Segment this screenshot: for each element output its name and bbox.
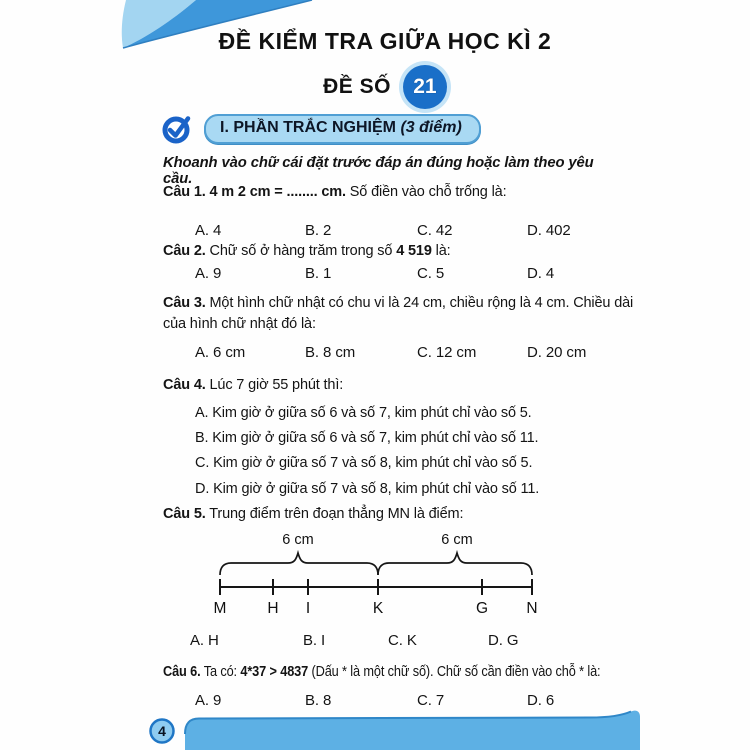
section-header bbox=[204, 114, 481, 144]
option-line: D. Kim giờ ở giữa số 7 và số 8, kim phút chỉ vào số 11. bbox=[195, 480, 540, 497]
question-5-text: Câu 5. Trung điểm trên đoạn thẳng MN là điểm: bbox=[163, 506, 464, 522]
option-cell: B. 8 cm bbox=[305, 344, 356, 361]
footer-bar bbox=[140, 704, 660, 750]
option-cell: C. 5 bbox=[417, 265, 445, 282]
option-cell: A. 9 bbox=[195, 692, 222, 709]
option-cell: B. I bbox=[303, 632, 326, 649]
brace-left bbox=[220, 553, 378, 575]
instruction-text: Khoanh vào chữ cái đặt trước đáp án đúng hoặc làm theo yêu cầu. bbox=[163, 155, 594, 187]
option-cell: B. 2 bbox=[305, 222, 332, 239]
point-label-g: G bbox=[475, 600, 489, 617]
point-labels bbox=[214, 600, 538, 617]
option-cell: C. 42 bbox=[417, 222, 453, 239]
option-cell: C. K bbox=[388, 632, 417, 649]
brace-right bbox=[378, 553, 532, 575]
question-1-options bbox=[195, 222, 735, 239]
question-4-text: Câu 4. Lúc 7 giờ 55 phút thì: bbox=[163, 377, 344, 393]
brace-label-right: 6 cm bbox=[441, 532, 473, 548]
option-line: A. Kim giờ ở giữa số 6 và số 7, kim phút chỉ vào số 5. bbox=[195, 405, 532, 421]
option-cell: D. 4 bbox=[527, 265, 555, 282]
point-label-i: I bbox=[305, 600, 311, 617]
exam-number-badge: 21 bbox=[403, 65, 447, 109]
option-cell: C. 12 cm bbox=[417, 344, 477, 361]
question-4-options bbox=[195, 401, 665, 502]
question-6-text: Câu 6. Ta có: 4*37 > 4837 (Dấu * là một chữ số). Chữ số cần điền vào chỗ * là: bbox=[163, 664, 601, 680]
option-cell: C. 7 bbox=[417, 692, 445, 709]
section-title: I. PHẦN TRẮC NGHIỆM bbox=[220, 119, 396, 136]
brace-label-left: 6 cm bbox=[282, 532, 314, 548]
question-2-text: Câu 2. Chữ số ở hàng trăm trong số 4 519 là: bbox=[163, 243, 451, 259]
page-number: 4 bbox=[158, 723, 166, 739]
section-header-row bbox=[161, 112, 481, 146]
option-cell: A. 4 bbox=[195, 222, 222, 239]
point-label-k: K bbox=[372, 600, 384, 617]
point-label-h: H bbox=[267, 600, 279, 617]
check-icon bbox=[161, 112, 195, 146]
option-line: B. Kim giờ ở giữa số 6 và số 7, kim phút chỉ vào số 11. bbox=[195, 430, 539, 447]
question-3-text: Câu 3. Một hình chữ nhật có chu vi là 24 cm, chiều rộng là 4 cm. Chiều dài của hình chữ nhật đó là: bbox=[163, 295, 634, 332]
exam-number-row bbox=[150, 63, 620, 111]
segment-diagram bbox=[185, 527, 625, 623]
point-label-m: M bbox=[213, 600, 227, 617]
option-cell: D. G bbox=[488, 632, 519, 649]
question-5-options bbox=[190, 632, 730, 649]
option-cell: D. 20 cm bbox=[527, 344, 587, 361]
option-cell: A. H bbox=[190, 632, 219, 649]
option-cell: D. 402 bbox=[527, 222, 571, 239]
exam-number-label: ĐỀ SỐ bbox=[323, 75, 391, 98]
option-cell: D. 6 bbox=[527, 692, 555, 709]
question-2-options bbox=[195, 265, 735, 282]
point-label-n: N bbox=[526, 600, 538, 617]
question-1-text: Câu 1. 4 m 2 cm = ........ cm. Số điền vào chỗ trống là: bbox=[163, 184, 507, 200]
page-title: ĐỀ KIỂM TRA GIỮA HỌC KÌ 2 bbox=[218, 28, 552, 54]
section-points: (3 điểm) bbox=[400, 119, 462, 136]
option-line: C. Kim giờ ở giữa số 7 và số 8, kim phút chỉ vào số 5. bbox=[195, 455, 533, 472]
question-3-options bbox=[195, 344, 735, 361]
option-cell: B. 8 bbox=[305, 692, 332, 709]
option-cell: B. 1 bbox=[305, 265, 332, 282]
option-cell: A. 9 bbox=[195, 265, 222, 282]
option-cell: A. 6 cm bbox=[195, 344, 246, 361]
footer-bar-shape bbox=[185, 711, 640, 750]
